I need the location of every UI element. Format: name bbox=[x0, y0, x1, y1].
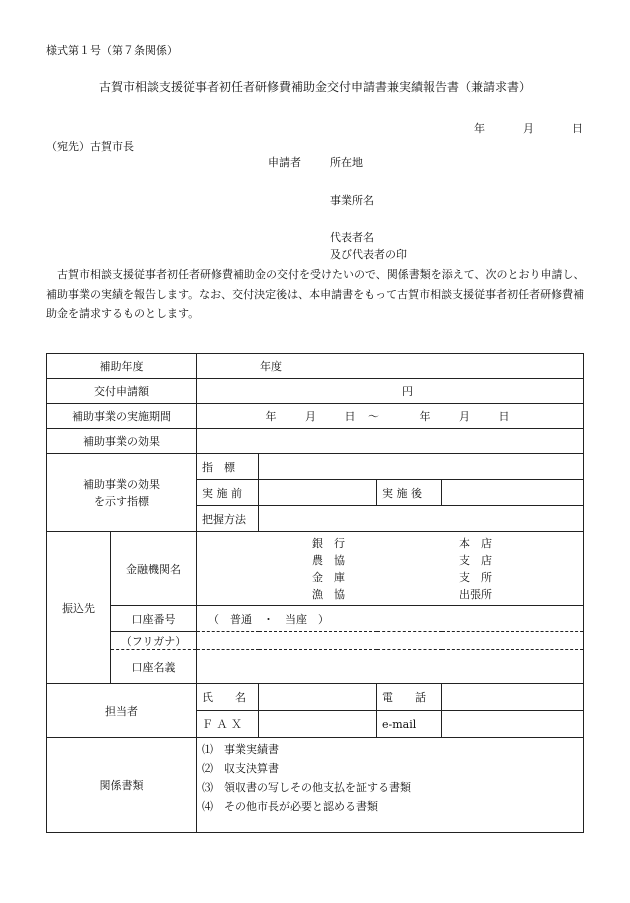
applicant-seal-label: 及び代表者の印 bbox=[330, 248, 407, 261]
form-number: 様式第１号（第７条関係） bbox=[46, 44, 178, 57]
indicator-label bbox=[47, 454, 197, 532]
before-field[interactable] bbox=[259, 480, 377, 506]
fiscal-year-field[interactable] bbox=[197, 354, 584, 379]
bank-label: 金融機関名 bbox=[111, 532, 197, 606]
contact-email-field[interactable] bbox=[442, 711, 584, 738]
row-account-number bbox=[47, 606, 584, 632]
period-start-month: 月 bbox=[305, 410, 316, 423]
date-month: 月 bbox=[523, 122, 534, 135]
contact-name-label: 氏 名 bbox=[197, 684, 259, 711]
effect-label: 補助事業の効果 bbox=[47, 429, 197, 454]
contact-fax-field[interactable] bbox=[259, 711, 377, 738]
applicant-rep-label: 代表者名 bbox=[330, 231, 374, 244]
account-type: （ 普通 ・ 当座 ） bbox=[208, 612, 329, 626]
period-end-month: 月 bbox=[459, 410, 470, 423]
document-title: 古賀市相談支援従事者初任者研修費補助金交付申請書兼実績報告書（兼請求書） bbox=[98, 80, 531, 94]
period-end-year: 年 bbox=[419, 410, 431, 423]
row-fiscal-year bbox=[47, 354, 584, 379]
period-start-day: 日 bbox=[344, 410, 356, 423]
docs-item-2: ⑵ 収支決算書 bbox=[202, 762, 279, 775]
applicant-address-label: 所在地 bbox=[330, 156, 363, 169]
fiscal-year-suffix: 年度 bbox=[260, 360, 282, 373]
docs-list bbox=[197, 738, 584, 833]
application-table bbox=[46, 353, 584, 833]
indicator-label-line2: を示す指標 bbox=[94, 494, 149, 508]
amount-unit: 円 bbox=[402, 385, 413, 398]
before-label: 実 施 前 bbox=[197, 480, 259, 506]
indicator-name-field[interactable] bbox=[259, 454, 584, 480]
date-day: 日 bbox=[572, 122, 583, 135]
account-name-label: 口座名義 bbox=[111, 650, 197, 684]
furigana-field[interactable] bbox=[197, 632, 584, 650]
applicant-office-label: 事業所名 bbox=[330, 194, 374, 207]
contact-name-field[interactable] bbox=[259, 684, 377, 711]
docs-item-4: ⑷ その他市長が必要と認める書類 bbox=[202, 800, 378, 813]
row-amount bbox=[47, 379, 584, 404]
period-field[interactable] bbox=[197, 404, 584, 429]
fiscal-year-label: 補助年度 bbox=[47, 354, 197, 379]
account-number-label: 口座番号 bbox=[111, 606, 197, 632]
transfer-label: 振込先 bbox=[47, 532, 111, 684]
branch-type-head: 本 店 bbox=[459, 536, 492, 550]
period-label: 補助事業の実施期間 bbox=[47, 404, 197, 429]
row-account-name bbox=[47, 650, 584, 684]
contact-phone-field[interactable] bbox=[442, 684, 584, 711]
bank-type-credit: 金 庫 bbox=[312, 570, 345, 584]
after-field[interactable] bbox=[442, 480, 584, 506]
amount-label: 交付申請額 bbox=[47, 379, 197, 404]
body-paragraph: 古賀市相談支援従事者初任者研修費補助金の交付を受けたいので、関係書類を添えて、次のとおり申請し、補助事業の実績を報告します。なお、交付決定後は、本申請書をもって古賀市相談支援従事者初任者研修費補助金を請求するものとします。 bbox=[46, 268, 585, 320]
date-year: 年 bbox=[474, 122, 485, 135]
period-start-year: 年 bbox=[265, 410, 277, 423]
row-indicator bbox=[47, 454, 584, 480]
indicator-name-label: 指 標 bbox=[197, 454, 259, 480]
after-label: 実 施 後 bbox=[377, 480, 442, 506]
contact-email-label: e-mail bbox=[377, 711, 442, 738]
row-effect bbox=[47, 429, 584, 454]
bank-type-agri: 農 協 bbox=[312, 553, 345, 567]
docs-item-1: ⑴ 事業実績書 bbox=[202, 743, 279, 756]
row-bank bbox=[47, 532, 584, 606]
bank-type-bank: 銀 行 bbox=[312, 536, 345, 550]
row-contact-1 bbox=[47, 684, 584, 711]
furigana-label: （フリガナ） bbox=[111, 632, 197, 650]
row-docs bbox=[47, 738, 584, 833]
branch-type-office: 出張所 bbox=[459, 587, 492, 601]
account-number-field[interactable] bbox=[197, 606, 584, 632]
contact-label: 担当者 bbox=[47, 684, 197, 738]
bank-field[interactable] bbox=[197, 532, 584, 606]
applicant-label: 申請者 bbox=[268, 156, 301, 169]
row-furigana bbox=[47, 632, 584, 650]
amount-field[interactable] bbox=[197, 379, 584, 404]
contact-phone-label: 電 話 bbox=[377, 684, 442, 711]
addressee: （宛先）古賀市長 bbox=[46, 140, 134, 153]
indicator-label-line1: 補助事業の効果 bbox=[83, 477, 160, 491]
branch-type-branch: 支 店 bbox=[459, 553, 492, 567]
period-end-day: 日 bbox=[498, 410, 510, 423]
method-field[interactable] bbox=[259, 506, 584, 532]
branch-type-sub: 支 所 bbox=[459, 570, 492, 584]
docs-item-3: ⑶ 領収書の写しその他支払を証する書類 bbox=[202, 781, 411, 794]
effect-field[interactable] bbox=[197, 429, 584, 454]
method-label: 把握方法 bbox=[197, 506, 259, 532]
bank-type-fish: 漁 協 bbox=[312, 587, 345, 601]
account-name-field[interactable] bbox=[197, 650, 584, 684]
period-tilde: 〜 bbox=[368, 410, 379, 423]
docs-label: 関係書類 bbox=[47, 738, 197, 833]
contact-fax-label: Ｆ Ａ Ｘ bbox=[197, 711, 259, 738]
row-period bbox=[47, 404, 584, 429]
